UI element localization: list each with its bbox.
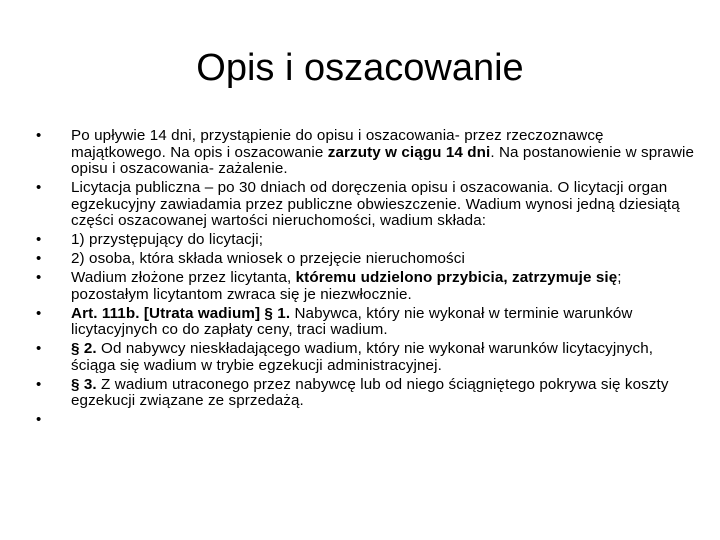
bullet-bold-text: § 2. <box>71 340 97 357</box>
bullet-dot-icon: • <box>36 375 42 393</box>
bullet-dot-icon: • <box>36 411 42 428</box>
bullet-list <box>36 128 696 431</box>
bullet-bold-text: zarzuty w ciągu 14 dni <box>327 143 491 161</box>
bullet-text: Wadium złożone przez licytanta, <box>71 269 296 286</box>
bullet-dot-icon: • <box>36 250 42 267</box>
bullet-text: . Na postanowienie w sprawie opisu i oszacowania- zażalenie. <box>71 143 695 177</box>
bullet-text: 2) osoba, która składa wniosek o przejęcie nieruchomości <box>71 250 465 267</box>
bullet-bold-text: § 3. <box>71 375 97 393</box>
bullet-item <box>36 128 696 178</box>
bullet-dot-icon: • <box>36 231 42 248</box>
bullet-dot-icon: • <box>36 304 42 322</box>
bullet-dot-icon: • <box>36 127 42 144</box>
bullet-dot-icon: • <box>36 179 42 196</box>
bullet-item <box>36 180 696 230</box>
slide-title: Opis i oszacowanie <box>196 47 524 89</box>
bullet-item <box>36 270 696 303</box>
bullet-bold-text: któremu udzielono przybicia, zatrzymuje się <box>295 269 618 286</box>
bullet-item <box>36 251 696 268</box>
bullet-text: Nabywca, który nie wykonał w terminie warunków licytacyjnych co do zapłaty ceny, traci wadium. <box>71 304 633 338</box>
bullet-dot-icon: • <box>36 340 42 357</box>
bullet-item <box>36 341 696 374</box>
bullet-item <box>36 306 696 339</box>
bullet-item <box>36 377 696 410</box>
bullet-bold-text: Art. 111b. [Utrata wadium] § 1. <box>71 304 291 322</box>
bullet-dot-icon: • <box>36 269 42 286</box>
bullet-text: Z wadium utraconego przez nabywcę lub od niego ściągniętego pokrywa się koszty egzekucji związane ze sprzedażą. <box>71 375 669 409</box>
bullet-text: Licytacja publiczna – po 30 dniach od doręczenia opisu i oszacowania. O licytacji organ egzekucyjny zawiadamia przez publiczne obwieszczenie. Wadium wynosi jedną dziesiątą części oszacowanej wartości nieruchomości, wadium składa: <box>71 179 680 229</box>
bullet-item <box>36 232 696 249</box>
bullet-text: 1) przystępujący do licytacji; <box>71 231 264 248</box>
bullet-text: ; pozostałym licytantom zwraca się je niezwłocznie. <box>71 269 622 303</box>
bullet-text: Od nabywcy nieskładającego wadium, który nie wykonał warunków licytacyjnych, ściąga się wadium w trybie egzekucji administracyjnej. <box>71 340 654 374</box>
bullet-text: Po upływie 14 dni, przystąpienie do opisu i oszacowania- przez rzeczoznawcę majątkowego. Na opis i oszacowanie <box>71 127 604 161</box>
bullet-item-empty <box>36 412 696 429</box>
